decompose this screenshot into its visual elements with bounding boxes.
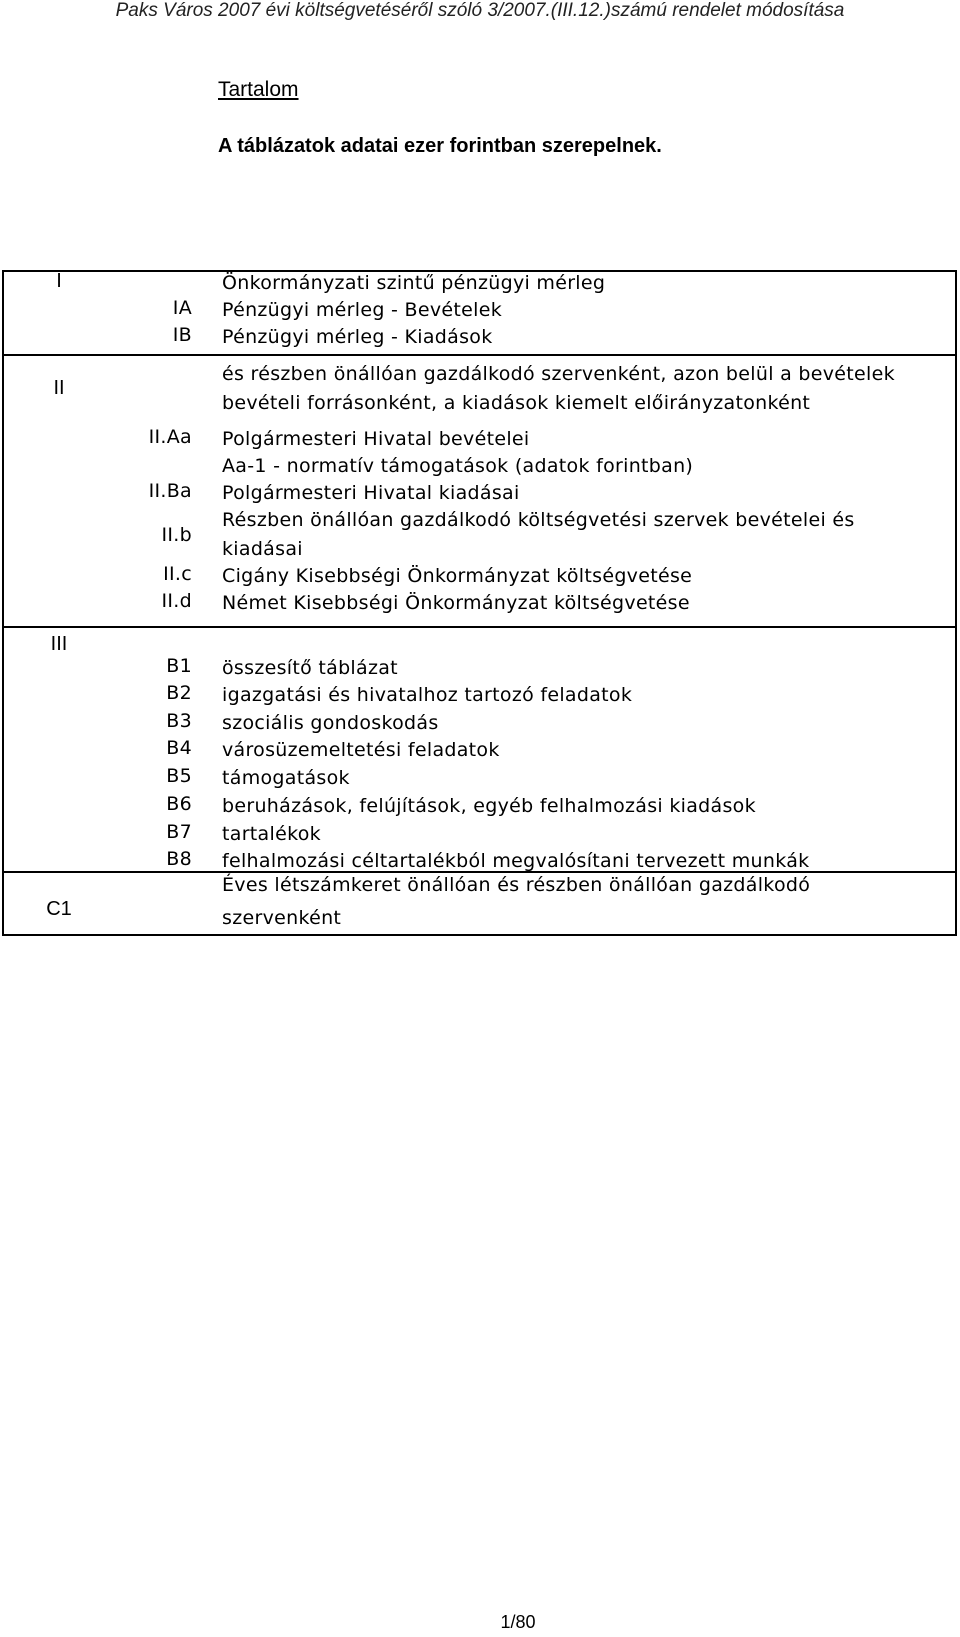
document-header: Paks Város 2007 évi költségvetéséről szóló 3/2007.(III.12.)számú rendelet módosítása — [115, 0, 845, 21]
section-i — [4, 270, 955, 348]
row-desc: Aa-1 - normatív támogatások (adatok forintban) — [222, 455, 694, 477]
row-code: B5 — [166, 765, 192, 787]
row-desc: Polgármesteri Hivatal bevételei — [222, 428, 530, 450]
row-code: II.Aa — [148, 426, 192, 448]
row-desc: Cigány Kisebbségi Önkormányzat költségvetése — [222, 565, 693, 587]
section-ii — [4, 354, 955, 614]
page-number: 1/80 — [500, 1612, 536, 1632]
section-roman: C1 — [46, 898, 72, 920]
row-desc: bevételi forrásonként, a kiadások kiemelt előirányzatonként — [222, 392, 811, 414]
row-desc: Részben önállóan gazdálkodó költségvetési szervek bevételei és — [222, 509, 855, 531]
section-iii — [4, 626, 955, 872]
row-desc: szervenként — [222, 907, 342, 929]
row-desc: szociális gondoskodás — [222, 712, 439, 734]
row-desc: és részben önállóan gazdálkodó szervenként, azon belül a bevételek — [222, 363, 895, 385]
row-desc: támogatások — [222, 767, 350, 789]
row-desc: városüzemeltetési feladatok — [222, 739, 500, 761]
row-desc: kiadásai — [222, 538, 303, 560]
row-code: B1 — [166, 655, 192, 677]
row-code: B4 — [166, 737, 192, 759]
row-code: II.d — [161, 590, 192, 612]
row-code: II.c — [163, 563, 192, 585]
section-roman: I — [56, 270, 62, 292]
row-desc: felhalmozási céltartalékból megvalósítani tervezett munkák — [222, 850, 810, 872]
row-code: B8 — [166, 848, 192, 870]
row-code: IA — [172, 297, 192, 319]
row-code: B3 — [166, 710, 192, 732]
row-desc: beruházások, felújítások, egyéb felhalmozási kiadások — [222, 795, 756, 817]
section-c1 — [4, 871, 955, 929]
units-note: A táblázatok adatai ezer forintban szerepelnek. — [218, 135, 662, 157]
row-desc: Éves létszámkeret önállóan és részben önállóan gazdálkodó — [222, 874, 811, 896]
toc-heading-link[interactable]: Tartalom — [218, 78, 299, 101]
row-desc: tartalékok — [222, 823, 321, 845]
section-roman: II — [53, 377, 65, 399]
toc-table — [2, 270, 957, 936]
row-desc: Pénzügyi mérleg - Kiadások — [222, 326, 493, 348]
row-desc: Pénzügyi mérleg - Bevételek — [222, 299, 502, 321]
section-roman: III — [50, 633, 68, 655]
row-code: B6 — [166, 793, 192, 815]
row-code: II.b — [161, 524, 192, 546]
row-desc: összesítő táblázat — [222, 657, 398, 679]
row-code: B7 — [166, 821, 192, 843]
row-desc: Önkormányzati szintű pénzügyi mérleg — [222, 272, 606, 294]
row-desc: igazgatási és hivatalhoz tartozó feladatok — [222, 684, 633, 706]
row-desc: Polgármesteri Hivatal kiadásai — [222, 482, 520, 504]
row-code: II.Ba — [148, 480, 192, 502]
row-code: B2 — [166, 682, 192, 704]
row-code: IB — [172, 324, 192, 346]
row-desc: Német Kisebbségi Önkormányzat költségvetése — [222, 592, 690, 614]
